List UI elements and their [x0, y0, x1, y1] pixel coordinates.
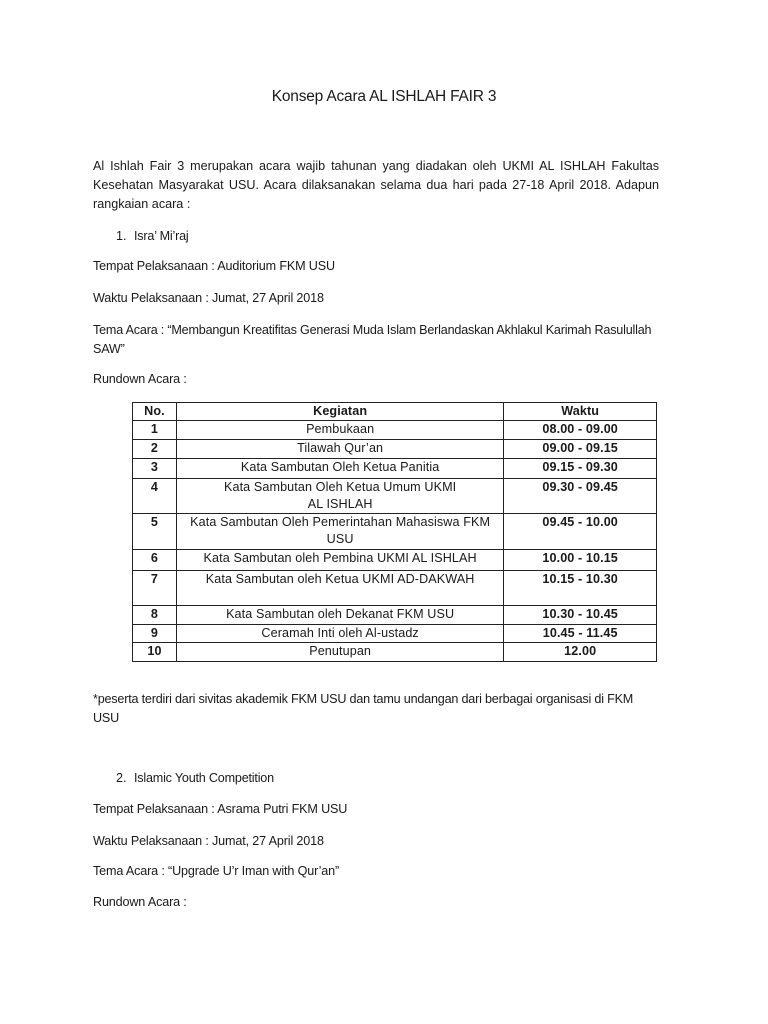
- header-kegiatan: Kegiatan: [176, 403, 503, 421]
- cell-waktu: 09.30 - 09.45: [504, 479, 657, 514]
- cell-no: 8: [133, 606, 177, 625]
- cell-kegiatan: Kata Sambutan oleh Ketua UKMI AD-DAKWAH: [176, 571, 503, 606]
- cell-kegiatan: Kata Sambutan Oleh Ketua Umum UKMI AL ISHLAH: [176, 479, 503, 514]
- event-2-rundown-label: Rundown Acara :: [93, 895, 187, 909]
- event-1-note: *peserta terdiri dari sivitas akademik FKM USU dan tamu undangan dari berbagai organisasi di FKM USU: [93, 692, 634, 725]
- document-title: Konsep Acara AL ISHLAH FAIR 3: [271, 88, 497, 105]
- cell-waktu: 08.00 - 09.00: [504, 421, 657, 440]
- cell-no: 5: [133, 514, 177, 550]
- cell-kegiatan: Kata Sambutan Oleh Ketua Panitia: [176, 459, 503, 479]
- cell-waktu: 10.45 - 11.45: [504, 625, 657, 643]
- event-1-waktu: Waktu Pelaksanaan : Jumat, 27 April 2018: [93, 291, 324, 305]
- cell-kegiatan: Kata Sambutan oleh Pembina UKMI AL ISHLAH: [176, 550, 503, 571]
- event-2-tema: Tema Acara : “Upgrade U’r Iman with Qur’an”: [93, 864, 339, 878]
- table-row: [133, 440, 657, 459]
- cell-waktu: 09.00 - 09.15: [504, 440, 657, 459]
- cell-kegiatan: Kata Sambutan Oleh Pemerintahan Mahasiswa FKM USU: [176, 514, 503, 550]
- event-1-number: 1.: [116, 229, 127, 243]
- table-row: [133, 606, 657, 625]
- cell-kegiatan: Pembukaan: [176, 421, 503, 440]
- intro-paragraph: Al Ishlah Fair 3 merupakan acara wajib tahunan yang diadakan oleh UKMI AL ISHLAH Fakultas Kesehatan Masyarakat USU. Acara dilaksanakan selama dua hari pada 27-18 April 2018. Adapun rangkaian acara :: [93, 159, 659, 211]
- table-row: [133, 625, 657, 643]
- cell-no: 6: [133, 550, 177, 571]
- cell-kegiatan: Ceramah Inti oleh Al-ustadz: [176, 625, 503, 643]
- header-no: No.: [133, 403, 177, 421]
- event-1-tempat: Tempat Pelaksanaan : Auditorium FKM USU: [93, 259, 335, 273]
- cell-waktu: 12.00: [504, 643, 657, 662]
- table-row: [133, 643, 657, 662]
- cell-kegiatan: Tilawah Qur’an: [176, 440, 503, 459]
- table-row: [133, 459, 657, 479]
- header-waktu: Waktu: [504, 403, 657, 421]
- table-row: [133, 550, 657, 571]
- table-header-row: [133, 403, 657, 421]
- cell-no: 10: [133, 643, 177, 662]
- cell-no: 3: [133, 459, 177, 479]
- event-2-number: 2.: [116, 771, 127, 785]
- cell-no: 1: [133, 421, 177, 440]
- event-2-name: Islamic Youth Competition: [134, 771, 274, 785]
- event-1-tema: Tema Acara : “Membangun Kreatifitas Generasi Muda Islam Berlandaskan Akhlakul Karimah Rasulullah SAW”: [93, 323, 652, 356]
- cell-waktu: 10.15 - 10.30: [504, 571, 657, 606]
- event-2-waktu: Waktu Pelaksanaan : Jumat, 27 April 2018: [93, 834, 324, 848]
- cell-waktu: 09.45 - 10.00: [504, 514, 657, 550]
- cell-kegiatan: Kata Sambutan oleh Dekanat FKM USU: [176, 606, 503, 625]
- event-2-tempat: Tempat Pelaksanaan : Asrama Putri FKM USU: [93, 802, 348, 816]
- cell-no: 9: [133, 625, 177, 643]
- cell-waktu: 10.00 - 10.15: [504, 550, 657, 571]
- cell-waktu: 10.30 - 10.45: [504, 606, 657, 625]
- rundown-table: [132, 402, 657, 662]
- table-row: [133, 421, 657, 440]
- cell-no: 2: [133, 440, 177, 459]
- event-1-rundown-label: Rundown Acara :: [93, 372, 187, 386]
- table-row: [133, 479, 657, 514]
- table-row: [133, 514, 657, 550]
- cell-no: 4: [133, 479, 177, 514]
- cell-waktu: 09.15 - 09.30: [504, 459, 657, 479]
- event-1-name: Isra’ Mi’raj: [134, 229, 189, 243]
- cell-kegiatan: Penutupan: [176, 643, 503, 662]
- cell-no: 7: [133, 571, 177, 606]
- table-row: [133, 571, 657, 606]
